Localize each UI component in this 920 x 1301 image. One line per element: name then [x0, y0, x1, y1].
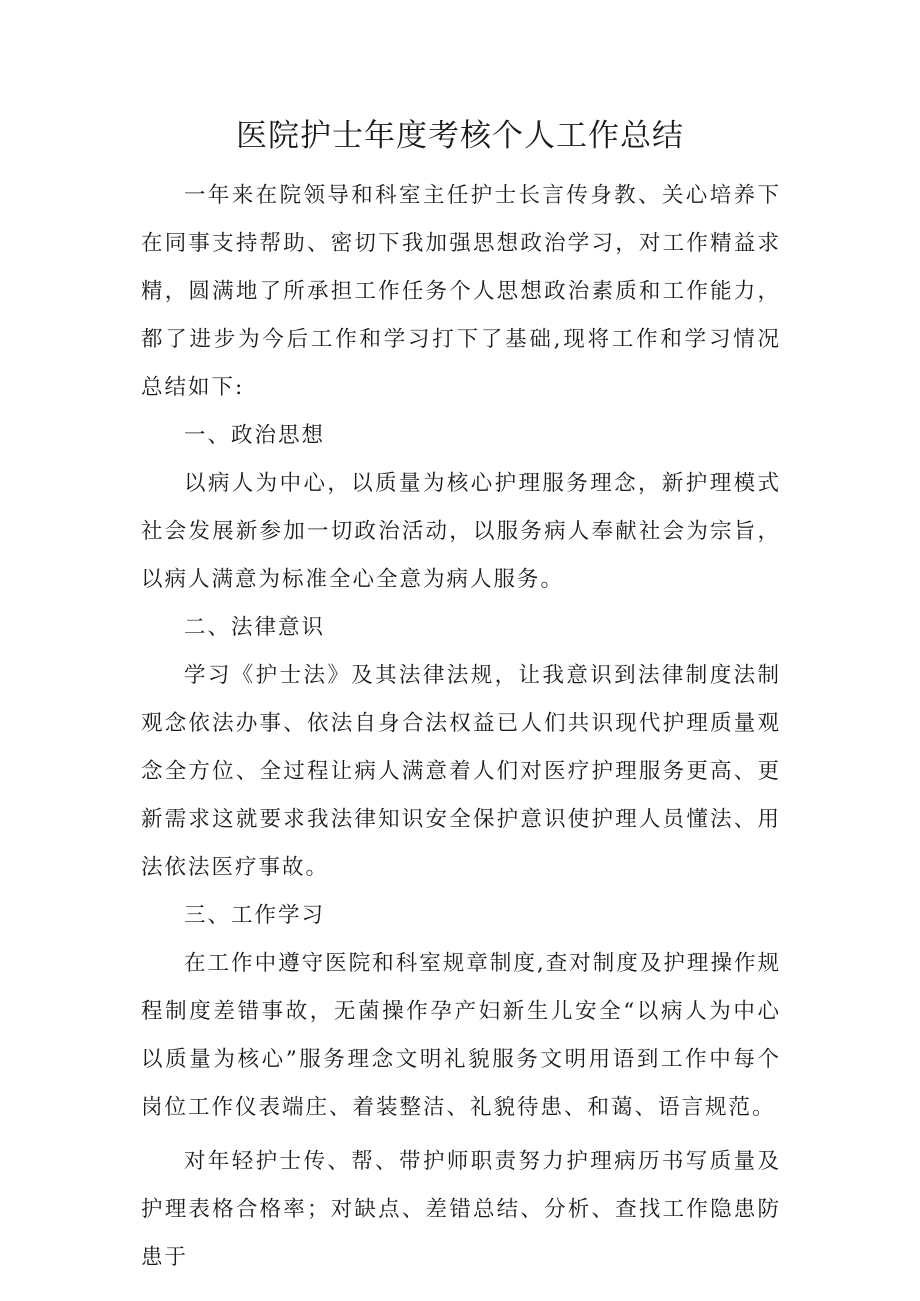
- section-heading-politics: 一、政治思想: [184, 423, 326, 448]
- paragraph-politics: 以病人为中心，以质量为核心护理服务理念，新护理模式社会发展新参加一切政治活动，以服务病人奉献社会为宗旨，以病人满意为标准全心全意为病人服务。: [141, 471, 781, 592]
- paragraph-mentoring: 对年轻护士传、帮、带护师职责努力护理病历书写质量及护理表格合格率；对缺点、差错总结、分析、查找工作隐患防患于: [141, 1149, 781, 1270]
- paragraph-work: 在工作中遵守医院和科室规章制度,查对制度及护理操作规程制度差错事故，无菌操作孕产妇新生儿安全“以病人为中心以质量为核心”服务理念文明礼貌服务文明用语到工作中每个岗位工作仪表端庄、着装整洁、礼貌待患、和蔼、语言规范。: [141, 951, 781, 1120]
- section-heading-work: 三、工作学习: [184, 903, 326, 928]
- document-title: 医院护士年度考核个人工作总结: [236, 118, 684, 154]
- section-heading-law: 二、法律意识: [184, 615, 326, 640]
- paragraph-law: 学习《护士法》及其法律法规，让我意识到法律制度法制观念依法办事、依法自身合法权益已人们共识现代护理质量观念全方位、全过程让病人满意着人们对医疗护理服务更高、更新需求这就要求我法律知识安全保护意识使护理人员懂法、用法依法医疗事故。: [141, 663, 781, 880]
- paragraph-intro: 一年来在院领导和科室主任护士长言传身教、关心培养下在同事支持帮助、密切下我加强思想政治学习，对工作精益求精，圆满地了所承担工作任务个人思想政治素质和工作能力，都了进步为今后工作和学习打下了基础,现将工作和学习情况总结如下:: [141, 183, 781, 400]
- document-body: [141, 172, 781, 1282]
